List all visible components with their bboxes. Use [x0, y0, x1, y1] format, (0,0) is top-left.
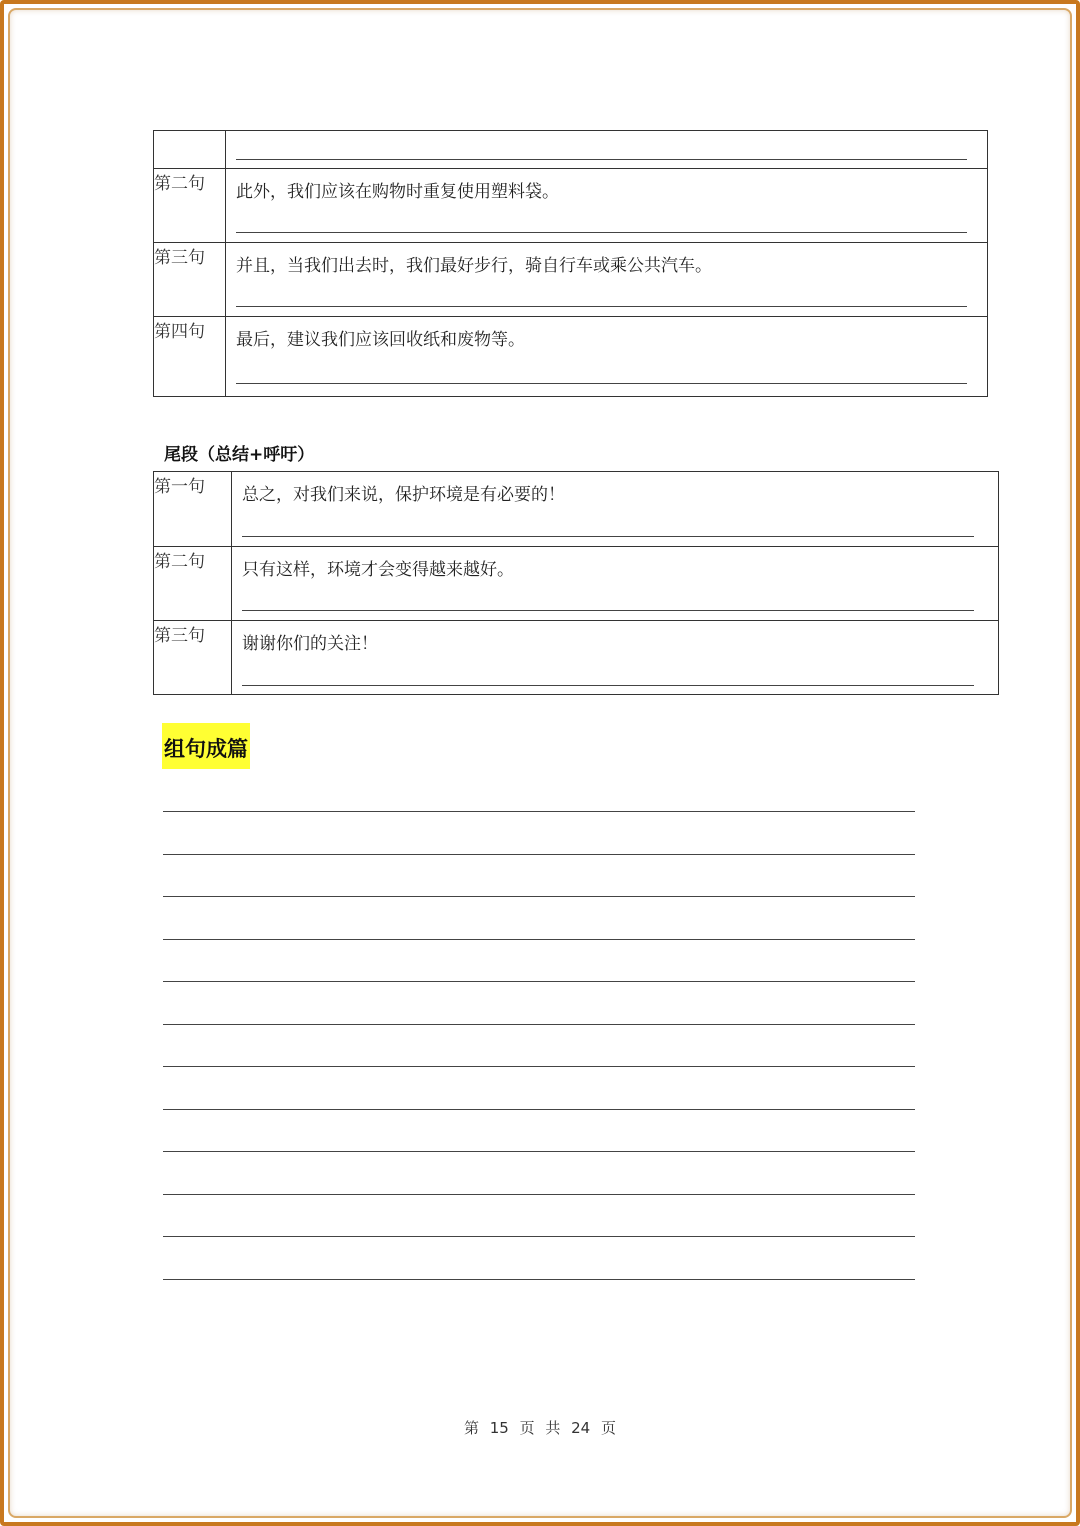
row-sentence: 最后，建议我们应该回收纸和废物等。	[236, 330, 525, 350]
row-content	[232, 547, 999, 621]
row-label	[154, 131, 226, 169]
row-label: 第一句	[154, 472, 232, 547]
row-content	[232, 621, 999, 695]
writing-line[interactable]	[163, 1024, 915, 1025]
table-row	[154, 317, 988, 397]
table-row	[154, 547, 999, 621]
row-content	[226, 131, 988, 169]
ending-paragraph-table	[153, 471, 999, 695]
row-content	[226, 243, 988, 317]
table-row	[154, 621, 999, 695]
answer-line[interactable]	[236, 232, 967, 233]
page-footer: 第 15 页 共 24 页	[463, 1419, 616, 1437]
answer-line[interactable]	[236, 159, 967, 160]
answer-line[interactable]	[242, 536, 974, 537]
answer-line[interactable]	[236, 306, 967, 307]
row-sentence: 总之，对我们来说，保护环境是有必要的！	[242, 485, 565, 505]
row-sentence: 并且，当我们出去时，我们最好步行，骑自行车或乘公共汽车。	[236, 256, 712, 276]
row-label: 第二句	[154, 169, 226, 243]
row-label: 第四句	[154, 317, 226, 397]
writing-line[interactable]	[163, 1066, 915, 1067]
writing-line[interactable]	[163, 1194, 915, 1195]
row-content	[232, 472, 999, 547]
row-sentence: 此外，我们应该在购物时重复使用塑料袋。	[236, 182, 559, 202]
table-row	[154, 472, 999, 547]
ending-section-title: 尾段（总结+呼吁）	[164, 445, 315, 465]
writing-line[interactable]	[163, 896, 915, 897]
compose-section-title: 组句成篇	[162, 723, 250, 769]
row-content	[226, 317, 988, 397]
table-row	[154, 169, 988, 243]
writing-line[interactable]	[163, 1236, 915, 1237]
row-sentence: 只有这样，环境才会变得越来越好。	[242, 560, 514, 580]
table-row	[154, 131, 988, 169]
answer-line[interactable]	[242, 685, 974, 686]
row-label: 第三句	[154, 621, 232, 695]
writing-line[interactable]	[163, 811, 915, 812]
writing-line[interactable]	[163, 939, 915, 940]
writing-line[interactable]	[163, 854, 915, 855]
row-label: 第二句	[154, 547, 232, 621]
answer-line[interactable]	[242, 610, 974, 611]
writing-line[interactable]	[163, 1151, 915, 1152]
row-label: 第三句	[154, 243, 226, 317]
table-row	[154, 243, 988, 317]
answer-line[interactable]	[236, 383, 967, 384]
writing-line[interactable]	[163, 1279, 915, 1280]
writing-line[interactable]	[163, 981, 915, 982]
writing-line[interactable]	[163, 1109, 915, 1110]
body-paragraph-table	[153, 130, 988, 397]
row-content	[226, 169, 988, 243]
row-sentence: 谢谢你们的关注！	[242, 634, 378, 654]
